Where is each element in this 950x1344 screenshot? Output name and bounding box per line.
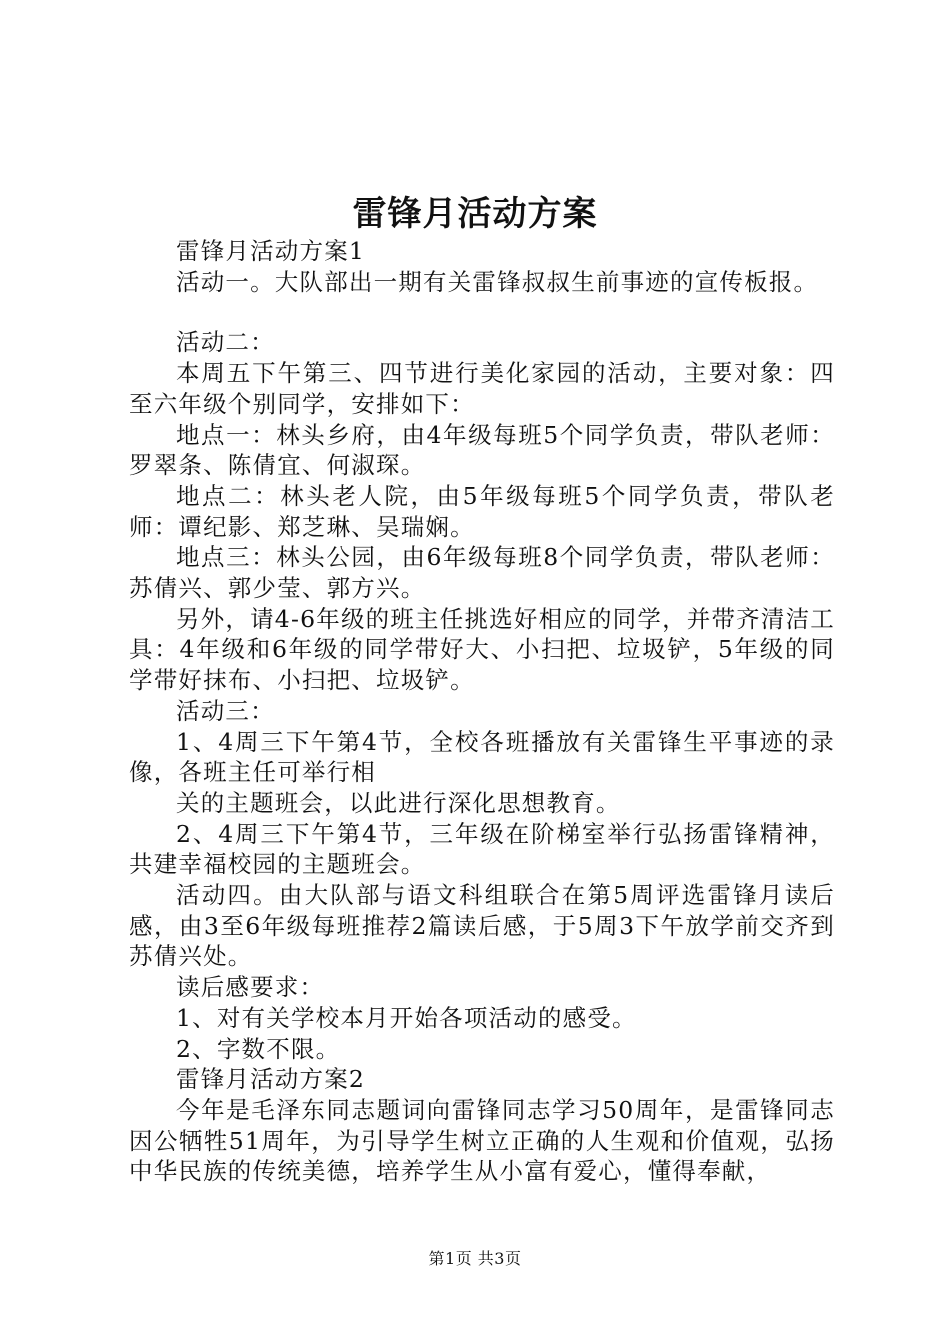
paragraph: 另外，请4-6年级的班主任挑选好相应的同学，并带齐清洁工具：4年级和6年级的同学带好大、小扫把、垃圾铲，5年级的同学带好抹布、小扫把、垃圾铲。 [129,604,835,695]
paragraph: 本周五下午第三、四节进行美化家园的活动，主要对象：四至六年级个别同学，安排如下： [129,359,835,418]
paragraph: 关的主题班会，以此进行深化思想教育。 [176,788,621,817]
paragraph: 2、4周三下午第4节，三年级在阶梯室举行弘扬雷锋精神，共建幸福校园的主题班会。 [129,819,835,879]
page-footer: 第1页 共3页 [428,1249,522,1268]
paragraph: 读后感要求： [176,973,325,1002]
paragraph: 2、字数不限。 [176,1034,341,1063]
document-title: 雷锋月活动方案 [352,194,598,234]
paragraph: 雷锋月活动方案1 [176,237,366,265]
paragraph: 地点一：林头乡府，由4年级每班5个同学负责，带队老师：罗翠条、陈倩宜、何淑琛。 [129,420,835,480]
paragraph: 活动三： [176,696,275,725]
paragraph: 1、4周三下午第4节，全校各班播放有关雷锋生平事迹的录像，各班主任可举行相 [129,727,835,787]
paragraph: 雷锋月活动方案2 [176,1065,366,1094]
paragraph: 活动二： [176,328,275,357]
paragraph: 今年是毛泽东同志题词向雷锋同志学习50周年，是雷锋同志因公牺牲51周年，为引导学生树立正确的人生观和价值观，弘扬中华民族的传统美德，培养学生从小富有爱心，懂得奉献， [129,1095,835,1186]
paragraph: 地点三：林头公园，由6年级每班8个同学负责，带队老师：苏倩兴、郭少莹、郭方兴。 [129,543,835,603]
paragraph: 活动四。由大队部与语文科组联合在第5周评选雷锋月读后感，由3至6年级每班推荐2篇读后感，于5周3下午放学前交齐到苏倩兴处。 [129,881,835,971]
document-body [129,236,835,1187]
paragraph: 活动一。大队部出一期有关雷锋叔叔生前事迹的宣传板报。 [176,267,819,296]
paragraph: 1、对有关学校本月开始各项活动的感受。 [176,1003,637,1032]
paragraph: 地点二：林头老人院，由5年级每班5个同学负责，带队老师：谭纪影、郑芝琳、吴瑞娴。 [129,481,835,541]
